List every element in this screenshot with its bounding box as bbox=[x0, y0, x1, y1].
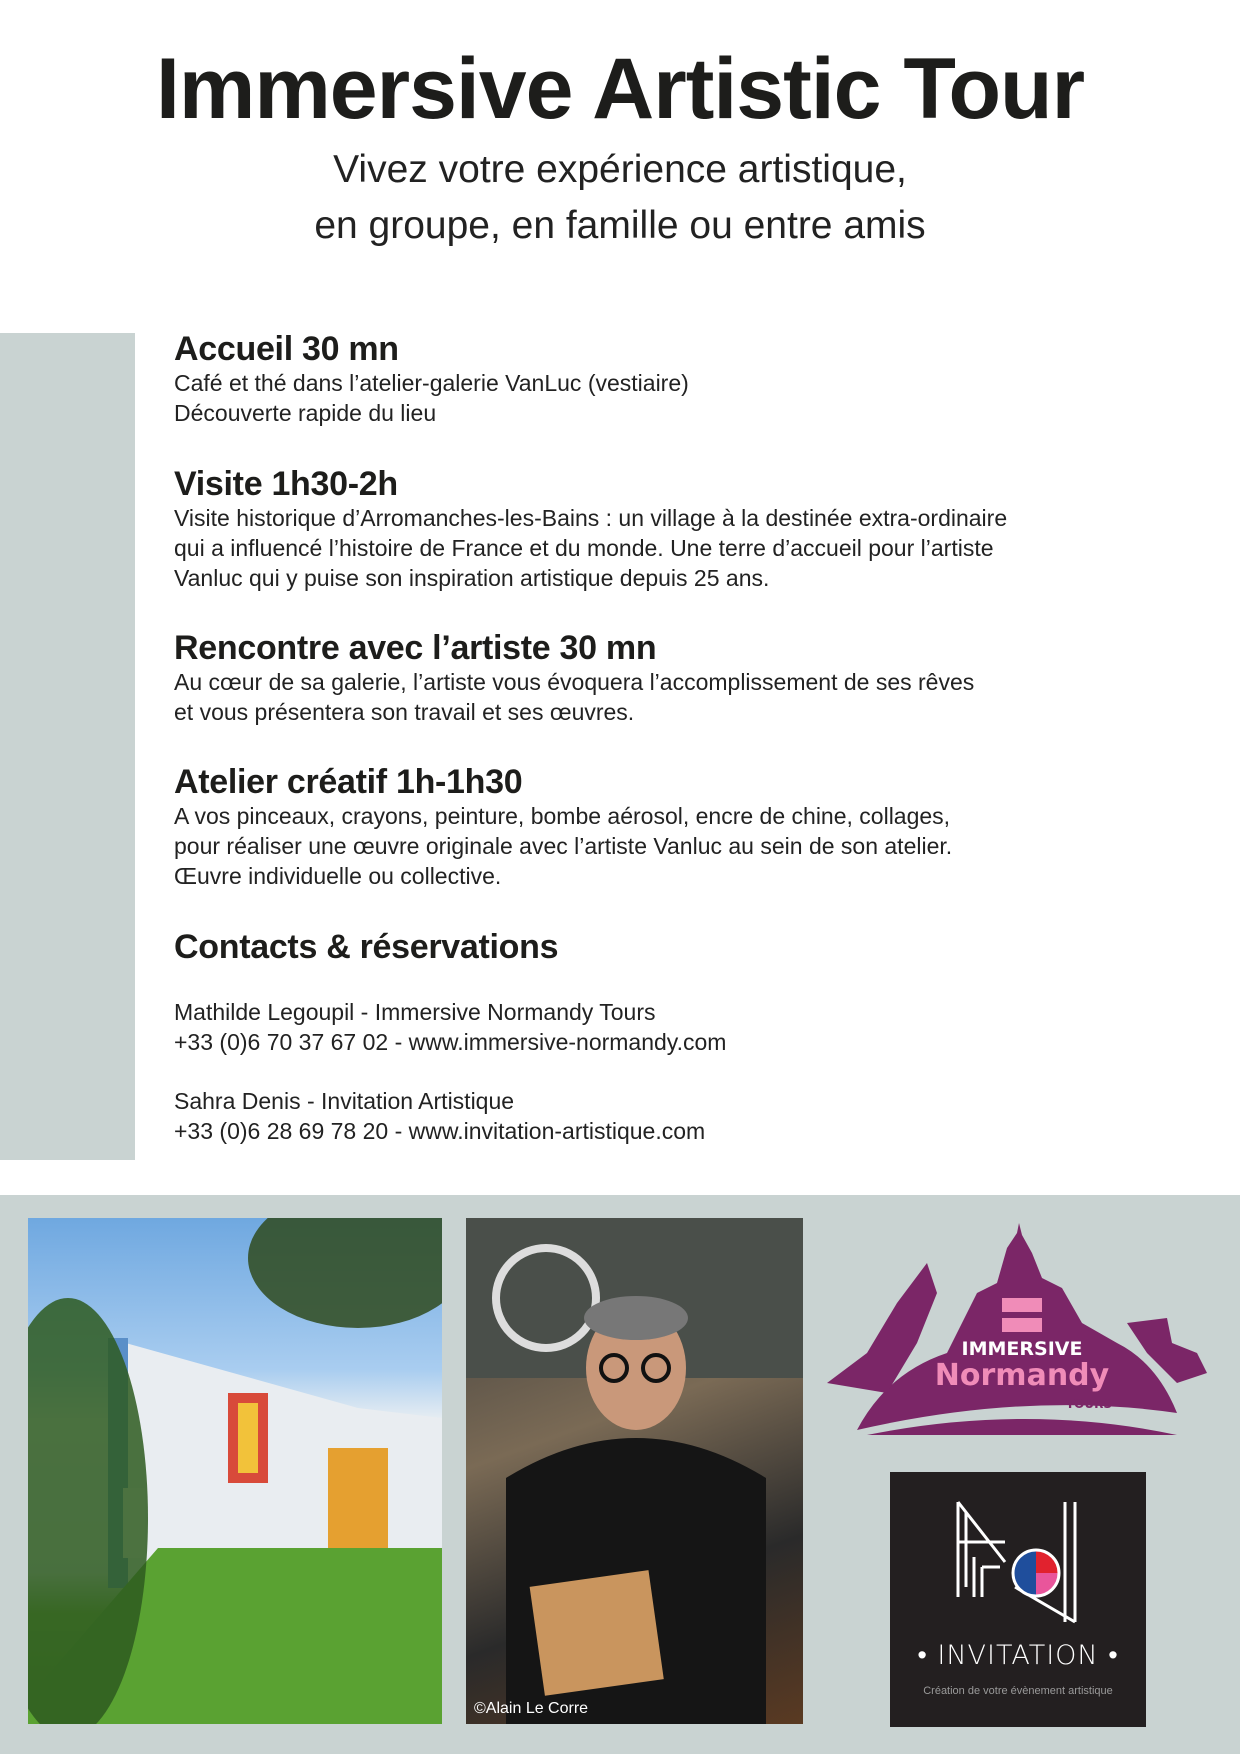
normandy-logo-graphic bbox=[827, 1223, 1207, 1435]
contact-normandy-phone-web[interactable]: +33 (0)6 70 37 67 02 - www.immersive-normandy.com bbox=[174, 1029, 727, 1055]
immersive-normandy-logo bbox=[827, 1223, 1207, 1435]
artist-portrait-photo bbox=[466, 1218, 803, 1724]
section-text: Visite historique d’Arromanches-les-Bains : un village à la destinée extra-ordinaire qui a influencé l’histoire de France et du monde. Une terre d’accueil pour l’artiste Vanluc qui y puise son inspiration artistique depuis 25 ans. bbox=[174, 505, 1008, 591]
section-heading: Rencontre avec l’artiste 30 mn bbox=[174, 629, 657, 667]
gallery-building-photo bbox=[28, 1218, 442, 1724]
photo-illustration bbox=[28, 1218, 442, 1724]
contact-invitation: Sahra Denis - Invitation Artistique +33 (0)6 28 69 78 20 - www.invitation-artistique.com bbox=[174, 1088, 706, 1144]
contact-normandy: Mathilde Legoupil - Immersive Normandy Tours +33 (0)6 70 37 67 02 - www.immersive-normandy.com bbox=[174, 999, 727, 1055]
invitation-tagline: Création de votre évènement artistique bbox=[923, 1685, 1113, 1697]
side-accent-bar bbox=[0, 333, 135, 1160]
section-heading: Atelier créatif 1h-1h30 bbox=[174, 763, 523, 801]
section-text: Café et thé dans l’atelier-galerie VanLuc (vestiaire) Découverte rapide du lieu bbox=[174, 370, 689, 426]
photo-credit: ©Alain Le Corre bbox=[474, 1700, 589, 1717]
contacts-heading: Contacts & réservations bbox=[174, 928, 559, 966]
svg-text:Normandy: Normandy bbox=[934, 1358, 1110, 1393]
section-text: Au cœur de sa galerie, l’artiste vous évoquera l’accomplissement de ses rêves et vous présentera son travail et ses œuvres. bbox=[174, 669, 975, 725]
contact-invitation-phone-web[interactable]: +33 (0)6 28 69 78 20 - www.invitation-artistique.com bbox=[174, 1118, 706, 1144]
page-title: Immersive Artistic Tour bbox=[155, 41, 1085, 137]
svg-text:IMMERSIVE: IMMERSIVE bbox=[961, 1338, 1083, 1360]
svg-text:TOURS: TOURS bbox=[1065, 1397, 1113, 1411]
subtitle-line-1: Vivez votre expérience artistique, bbox=[333, 148, 907, 191]
section-heading: Accueil 30 mn bbox=[174, 330, 399, 368]
photo-illustration bbox=[466, 1218, 803, 1724]
invitation-artistique-logo bbox=[890, 1472, 1146, 1727]
subtitle-line-2: en groupe, en famille ou entre amis bbox=[314, 204, 926, 247]
section-heading: Visite 1h30-2h bbox=[174, 465, 398, 503]
invitation-label: • INVITATION • bbox=[917, 1640, 1119, 1671]
section-text: A vos pinceaux, crayons, peinture, bombe aérosol, encre de chine, collages, pour réaliser une œuvre originale avec l’artiste Vanluc au sein de son atelier. Œuvre individuelle ou collective. bbox=[174, 803, 953, 889]
